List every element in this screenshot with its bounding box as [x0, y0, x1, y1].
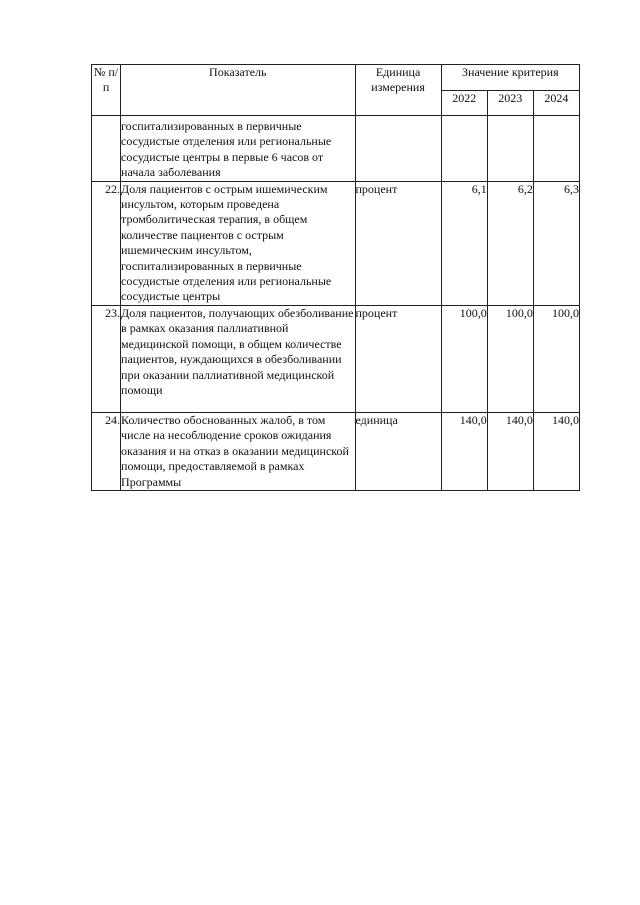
row-value-2023: 100,0: [487, 305, 533, 412]
table-row: [92, 305, 580, 412]
table-row: [92, 116, 580, 182]
row-unit: процент: [355, 181, 441, 305]
header-criterion: Значение критерия: [441, 65, 579, 91]
row-value-2024: 100,0: [533, 305, 579, 412]
criteria-table: [91, 64, 580, 491]
row-value-2022: 140,0: [441, 412, 487, 490]
row-num: 23.: [92, 305, 121, 412]
table-row: [92, 181, 580, 305]
row-value-2022: 100,0: [441, 305, 487, 412]
header-num: № п/п: [92, 65, 121, 116]
header-row: [92, 65, 580, 91]
row-indicator: госпитализированных в первичные сосудистые отделения или региональные сосудистые центры в первые 6 часов от начала заболевания: [121, 116, 355, 182]
row-unit: процент: [355, 305, 441, 412]
header-year-2023: 2023: [487, 91, 533, 116]
row-value-2022: 6,1: [441, 181, 487, 305]
row-num: [92, 116, 121, 182]
row-indicator: Доля пациентов с острым ишемическим инсультом, которым проведена тромболитическая терапия, в общем количестве пациентов с острым ишемическим инсультом, госпитализированных в первичные сосудистые отделения или региональные сосудистые центры: [121, 181, 355, 305]
header-indicator: Показатель: [121, 65, 355, 116]
row-value-2024: 140,0: [533, 412, 579, 490]
header-unit: Единица измерения: [355, 65, 441, 116]
row-value-2023: [487, 116, 533, 182]
row-value-2024: [533, 116, 579, 182]
row-num: 22.: [92, 181, 121, 305]
row-value-2022: [441, 116, 487, 182]
row-num: 24.: [92, 412, 121, 490]
row-value-2024: 6,3: [533, 181, 579, 305]
row-indicator: Количество обоснованных жалоб, в том числе на несоблюдение сроков ожидания оказания и на отказ в оказании медицинской помощи, предоставляемой в рамках Программы: [121, 412, 355, 490]
row-unit: [355, 116, 441, 182]
row-indicator: Доля пациентов, получающих обезболивание в рамках оказания паллиативной медицинской помощи, в общем количестве пациентов, нуждающихся в обезболивании при оказании паллиативной медицинской помощи: [121, 305, 355, 412]
row-value-2023: 6,2: [487, 181, 533, 305]
table-row: [92, 412, 580, 490]
row-value-2023: 140,0: [487, 412, 533, 490]
header-year-2022: 2022: [441, 91, 487, 116]
row-unit: единица: [355, 412, 441, 490]
header-year-2024: 2024: [533, 91, 579, 116]
